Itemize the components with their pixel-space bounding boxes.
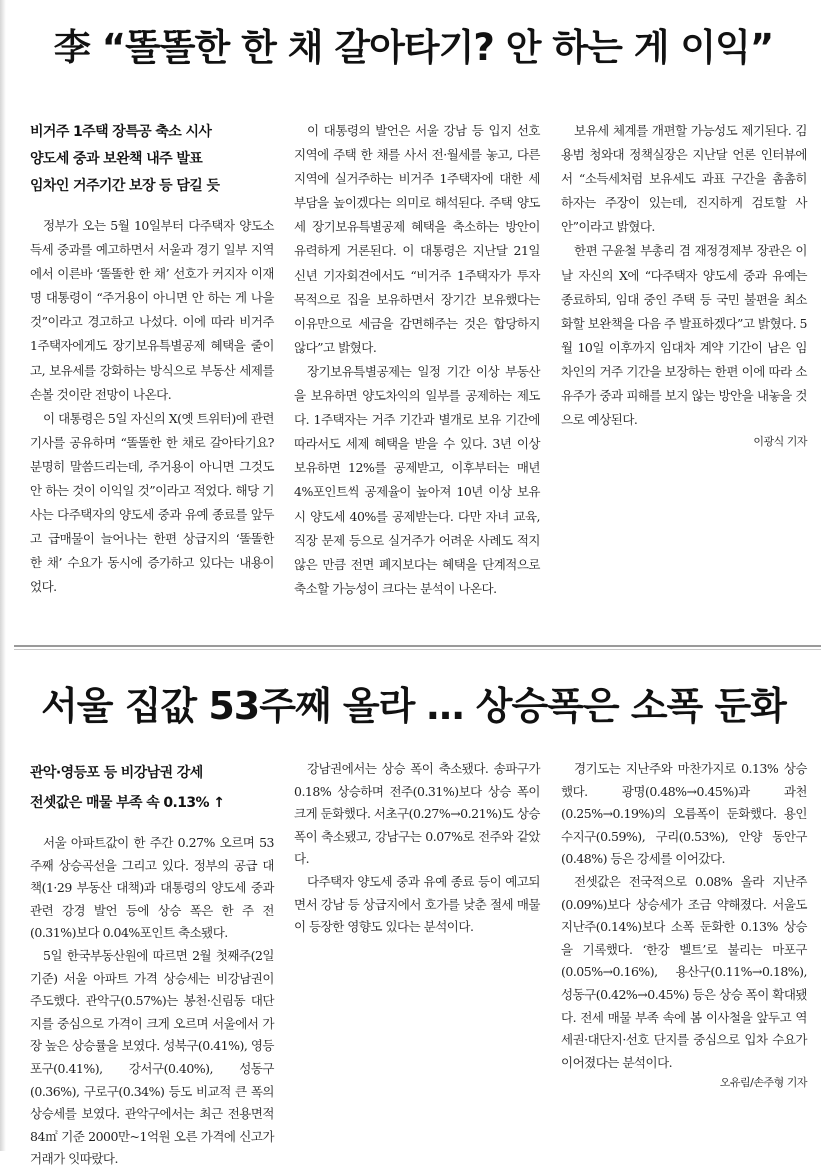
article-1-paragraph-1: 정부가 오는 5월 10일부터 다주택자 양도소득세 중과를 예고하면서 서울과 경기 일부 지역에서 이른바 ‘똘똘한 한 채’ 선호가 커지자 이재명 대통령이 “주거용이 아니면 안 하는 게 나을 것”이라고 경고하고 나섰다. 이에 따라 비거주 1주택자에게도 장기보유특별공제 혜택을 줄이고, 보유세를 강화하는 방식으로 부동산 세제를 손볼 것이란 전망이 나온다. (30, 218, 274, 402)
article-1-column-2 (294, 119, 540, 615)
article-1-paragraph-2: 이 대통령은 5일 자신의 X(옛 트위터)에 관련 기사를 공유하며 “똘똘한 한 채로 갈아타기요? 분명히 말씀드리는데, 주거용이 아니면 그것도 안 하는 것이 이익일 것”이라고 적었다. 해당 기사는 다주택자의 양도세 중과 유예 종료를 앞두고 급매물이 늘어나는 한편 상급지의 ‘똘똘한 한 채’ 수요가 동시에 증가하고 있다는 내용이었다. (30, 410, 274, 595)
article-divider (14, 645, 821, 647)
article-2-subhead-1: 관악·영등포 등 비강남권 강세 (30, 765, 203, 781)
article-2-byline: 오유림/손주형 기자 (719, 1076, 807, 1090)
article-2-paragraph-1: 서울 아파트값이 한 주간 0.27% 오르며 53주째 상승곡선을 그리고 있다. 정부의 공급 대책(1·29 부동산 대책)과 대통령의 양도세 중과 관련 강경 발언 등에 상승 폭은 한 주 전(0.31%)보다 0.04%포인트 축소됐다. (30, 835, 274, 941)
article-2-paragraph-2: 5일 한국부동산원에 따르면 2월 첫째주(2일 기준) 서울 아파트 가격 상승세는 비강남권이 주도했다. 관악구(0.57%)는 봉천·신림동 대단지를 중심으로 가격이 크게 오르며 서울에서 가장 높은 상승률을 보였다. 성북구(0.41%), 영등포구(0.41%), 강서구(0.40%), 성동구(0.36%), 구로구(0.34%) 등도 비교적 큰 폭의 상승세를 보였다. 관악구에서는 최근 전용면적 84㎡ 기준 2000만~1억원 오른 가격에 신고가 거래가 잇따랐다. (30, 947, 274, 1167)
article-1-subhead-2: 양도세 중과 보완책 내주 발표 (30, 151, 203, 167)
article-1-headline: 李 “똘똘한 한 채 갈아타기? 안 하는 게 이익” (53, 26, 774, 69)
article-1-subhead-1: 비거주 1주택 장특공 축소 시사 (30, 124, 212, 140)
article-1-byline: 이광식 기자 (753, 435, 807, 449)
article-1-subhead-3: 임차인 거주기간 보장 등 담길 듯 (30, 178, 220, 194)
article-2-paragraph-4: 다주택자 양도세 중과 유예 종료 등이 예고되면서 강남 등 상급지에서 호가를 낮춘 절세 매물이 등장한 영향도 있다는 분석이다. (294, 873, 540, 935)
article-2-subheads (30, 758, 274, 818)
article-1-column-1 (30, 119, 274, 615)
article-1-column-3 (561, 119, 807, 615)
article-2-paragraph-3: 강남권에서는 상승 폭이 축소됐다. 송파구가 0.18% 상승하며 전주(0.31%)보다 상승 폭이 크게 둔화했다. 서초구(0.27%→0.21%)도 상승 폭이 축소됐고, 강남구는 0.07%로 전주와 같았다. (294, 761, 540, 867)
article-2-paragraph-5: 경기도는 지난주와 마찬가지로 0.13% 상승했다. 광명(0.48%→0.45%)과 과천(0.25%→0.19%)의 오름폭이 둔화했다. 용인 수지구(0.59%), 구리(0.53%), 안양 동안구(0.48%) 등은 강세를 이어갔다. (561, 761, 807, 867)
article-2-headline: 서울 집값 53주째 올라 … 상승폭은 소폭 둔화 (41, 684, 786, 728)
article-2-column-1 (30, 758, 274, 1167)
article-1-paragraph-3: 이 대통령의 발언은 서울 강남 등 입지 선호 지역에 주택 한 채를 사서 전·월세를 놓고, 다른 지역에 실거주하는 비거주 1주택자에 대한 세 부담을 높이겠다는 의미로 해석된다. 주택 양도세 장기보유특별공제 혜택을 축소하는 방안이 유력하게 거론된다. 이 대통령은 지난달 21일 신년 기자회견에서도 “비거주 1주택자가 투자 목적으로 집을 보유하면서 장기간 보유했다는 이유만으로 세금을 감면해주는 것은 합당하지 않다”고 밝혔다. (294, 123, 540, 355)
article-1-paragraph-5: 보유세 체계를 개편할 가능성도 제기된다. 김용범 청와대 정책실장은 지난달 언론 인터뷰에서 “소득세처럼 보유세도 과표 구간을 촘촘히 하자는 주장이 있는데, 진지하게 검토할 사안”이라고 밝혔다. (561, 123, 807, 235)
article-2-subhead-2: 전셋값은 매물 부족 속 0.13% ↑ (30, 795, 225, 811)
article-2-paragraph-6: 전셋값은 전국적으로 0.08% 올라 지난주(0.09%)보다 상승세가 조금 약해졌다. 서울도 지난주(0.14%)보다 소폭 둔화한 0.13% 상승을 기록했다. ‘한강 벨트’로 불리는 마포구(0.05%→0.16%), 용산구(0.11%→0.18%), 성동구(0.42%→0.45%) 등은 상승 폭이 확대됐다. 전세 매물 부족 속에 봄 이사철을 앞두고 역세권·대단지·선호 단지를 중심으로 입차 수요가 이어졌다는 분석이다. (561, 873, 807, 1070)
article-1-subheads (30, 119, 274, 200)
article-2 (0, 648, 827, 1167)
article-1-paragraph-6: 한편 구윤철 부총리 겸 재정경제부 장관은 이날 자신의 X에 “다주택자 양도세 중과 유예는 종료하되, 임대 중인 주택 등 국민 불편을 최소화할 보완책을 다음 주 발표하겠다”고 밝혔다. 5월 10일 이후까지 임대차 계약 기간이 남은 임차인의 거주 기간을 보장하는 한편 이에 따라 소유주가 중과 피해를 보지 않는 방안을 내놓을 것으로 예상된다. (561, 243, 808, 428)
article-2-column-3 (561, 758, 807, 1146)
article-2-column-2 (294, 758, 540, 1146)
article-1-paragraph-4: 장기보유특별공제는 일정 기간 이상 부동산을 보유하면 양도차익의 일부를 공제하는 제도다. 1주택자는 거주 기간과 별개로 보유 기간에 따라서도 세제 혜택을 받을 수 있다. 3년 이상 보유하면 12%를 공제받고, 이후부터는 매년 4%포인트씩 공제율이 높아져 10년 이상 보유 시 양도세 40%를 공제받는다. 다만 자녀 교육, 직장 문제 등으로 실거주가 어려운 사례도 적지 않은 만큼 전면 폐지보다는 혜택을 단계적으로 축소할 가능성이 크다는 분석이 나온다. (294, 363, 540, 596)
